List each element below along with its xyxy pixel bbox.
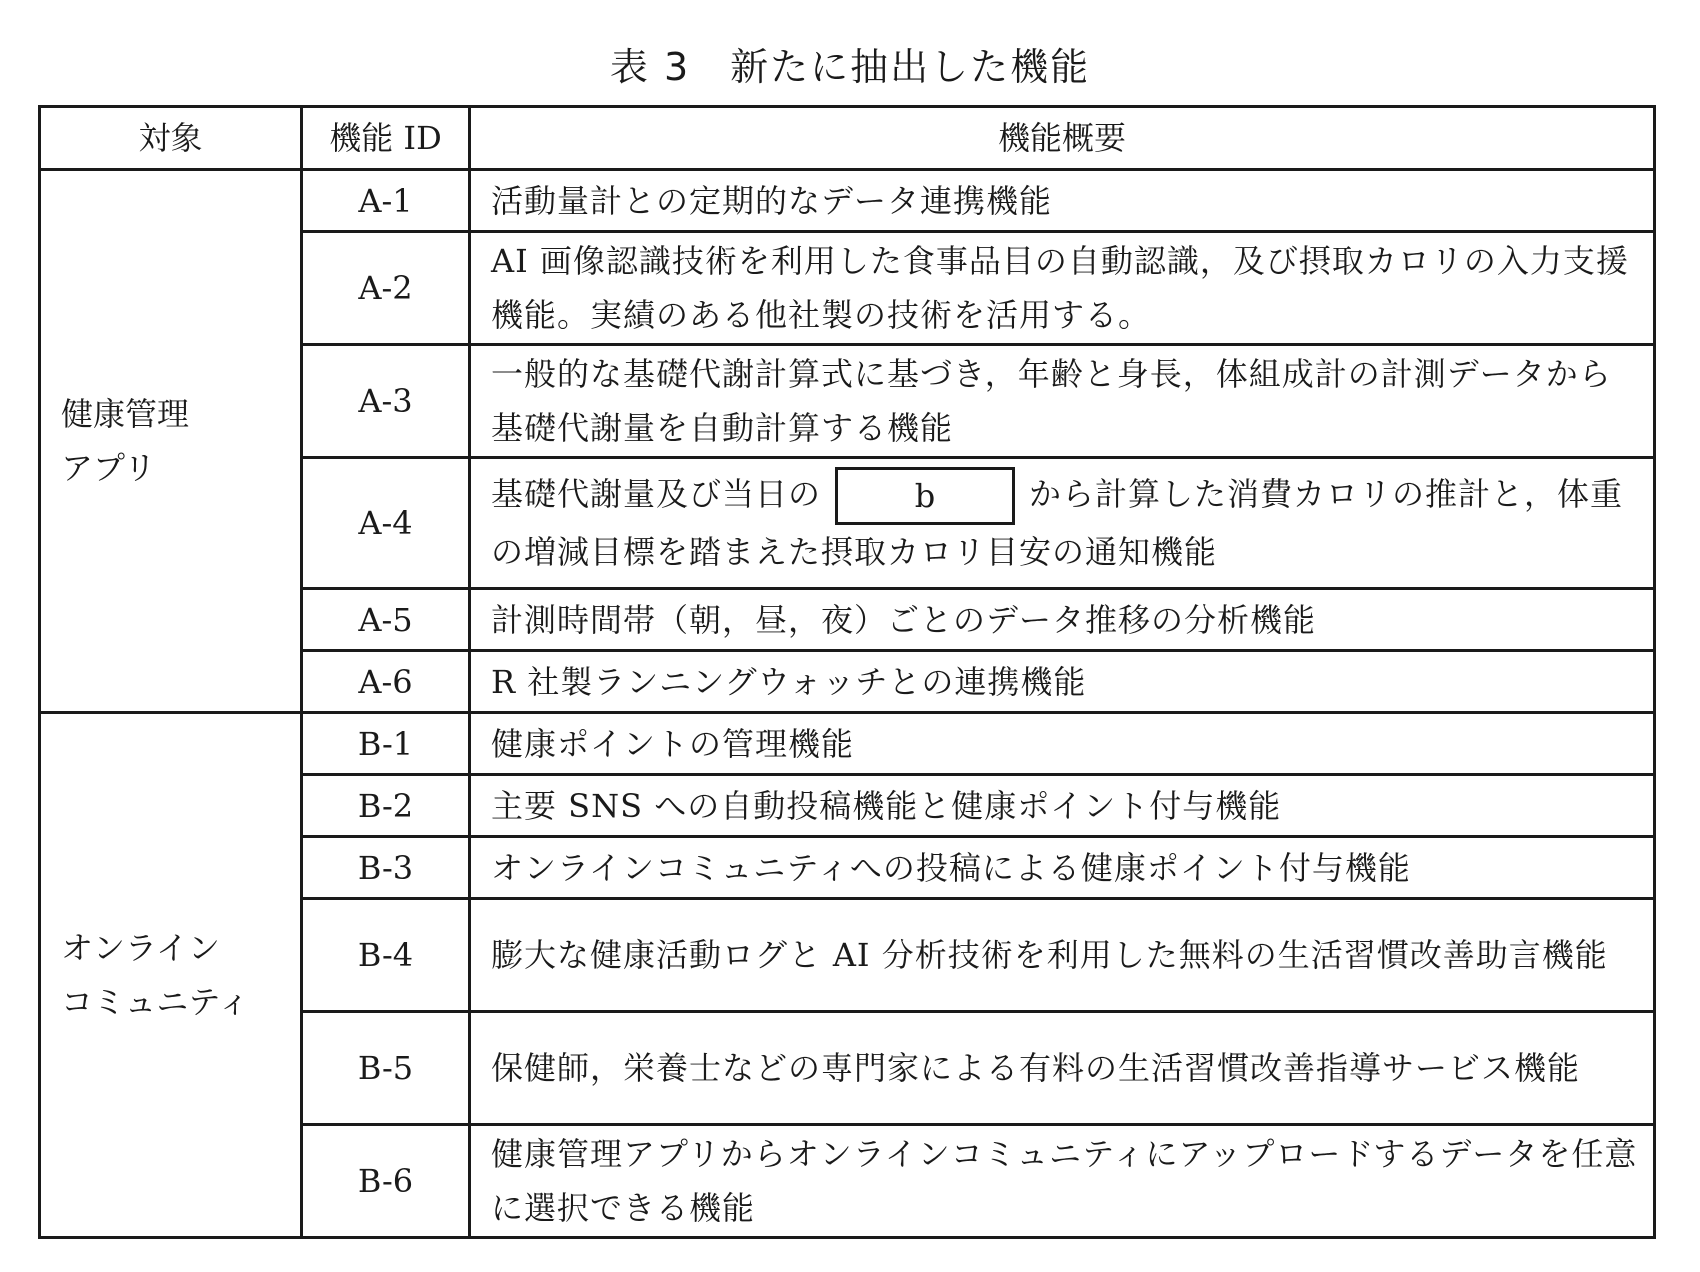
feature-id: B-5 [302,1012,470,1125]
feature-desc: 健康管理アプリからオンラインコミュニティにアップロードするデータを任意に選択できる機能 [470,1125,1655,1238]
feature-id: B-6 [302,1125,470,1238]
feature-desc: 活動量計との定期的なデータ連携機能 [470,170,1655,232]
group-label-line: コミュニティ [61,983,250,1021]
group-label-line: 健康管理 [61,395,190,433]
feature-desc: 膨大な健康活動ログと AI 分析技術を利用した無料の生活習慣改善助言機能 [470,899,1655,1012]
feature-desc: 健康ポイントの管理機能 [470,713,1655,775]
feature-desc: AI 画像認識技術を利用した食事品目の自動認識，及び摂取カロリの入力支援機能。実績のある他社製の技術を活用する。 [470,232,1655,345]
group-cell-online-community [40,713,302,1238]
feature-id: A-2 [302,232,470,345]
feature-id: B-4 [302,899,470,1012]
blank-answer-box: b [835,467,1015,525]
feature-id: B-2 [302,775,470,837]
table-row [40,170,1655,232]
feature-id: A-1 [302,170,470,232]
feature-desc: 保健師，栄養士などの専門家による有料の生活習慣改善指導サービス機能 [470,1012,1655,1125]
feature-desc: オンラインコミュニティへの投稿による健康ポイント付与機能 [470,837,1655,899]
feature-id: B-3 [302,837,470,899]
feature-id: A-6 [302,651,470,713]
group-label-line: オンライン [61,929,221,967]
feature-desc: R 社製ランニングウォッチとの連携機能 [470,651,1655,713]
feature-desc-after: から計算した消費カロリの推計と，体重の増減目標を踏まえた摂取カロリ目安の通知機能 [491,474,1624,572]
feature-id: A-4 [302,458,470,589]
feature-desc: 主要 SNS への自動投稿機能と健康ポイント付与機能 [470,775,1655,837]
feature-id: A-5 [302,589,470,651]
table-header-row [40,107,1655,170]
feature-desc-before: 基礎代謝量及び当日の [491,474,822,513]
group-cell-health-app [40,170,302,713]
feature-table [38,105,1656,1239]
feature-id: A-3 [302,345,470,458]
group-label-line: アプリ [61,449,156,487]
feature-id: B-1 [302,713,470,775]
page-title: 表 3 新たに抽出した機能 [609,45,1091,89]
table-row [40,713,1655,775]
feature-desc: 一般的な基礎代謝計算式に基づき，年齢と身長，体組成計の計測データから基礎代謝量を自動計算する機能 [470,345,1655,458]
feature-desc [470,458,1655,589]
header-feature-id: 機能 ID [302,107,470,170]
feature-desc: 計測時間帯（朝，昼，夜）ごとのデータ推移の分析機能 [470,589,1655,651]
header-target: 対象 [40,107,302,170]
header-summary: 機能概要 [470,107,1655,170]
